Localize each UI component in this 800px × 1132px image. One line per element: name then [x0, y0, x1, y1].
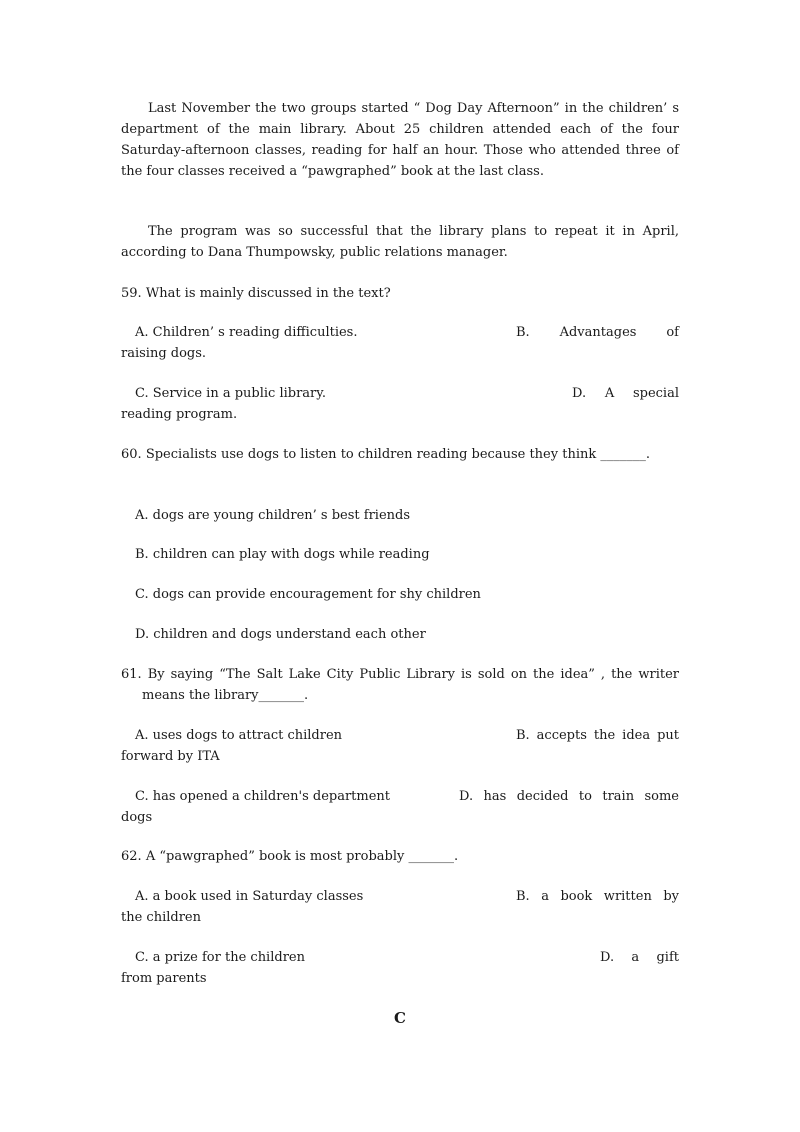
question-stem [121, 664, 679, 706]
option-59-a: A. Children’ s reading difficulties. [135, 325, 358, 340]
question-text: Specialists use dogs to listen to children reading because they think _______. [145, 447, 650, 462]
paragraph-text: The program was so successful that the library plans to repeat it in April, according to Dana Thumpowsky, public relations manager. [121, 224, 679, 260]
option-62-d-wrap [600, 947, 679, 968]
option-60-b-wrap [121, 544, 679, 565]
passage-paragraph-2 [121, 221, 679, 263]
question-stem [121, 444, 679, 465]
option-60-d-wrap [121, 624, 679, 645]
question-number: 62. [121, 849, 142, 864]
question-59 [121, 283, 679, 304]
option-59-d-rest: reading program. [121, 407, 238, 422]
paragraph-text: Last November the two groups started “ Dog Day Afternoon” in the children’ s department of the main library. About 25 children attended each of the four Saturday-afternoon classes, reading for half an hour. Those who attended three of the four classes received a “pawgraphed” book at the last class. [121, 101, 679, 179]
question-text: What is mainly discussed in the text? [145, 286, 391, 301]
option-60-c: C. dogs can provide encouragement for shy children [135, 587, 481, 602]
option-61-d-continuation [121, 807, 679, 828]
option-60-b: B. children can play with dogs while reading [135, 547, 430, 562]
passage-paragraph-1 [121, 98, 679, 182]
option-61-b-wrap [516, 725, 679, 746]
option-59-b: B. Advantages of [516, 325, 679, 340]
question-number: 60. [121, 447, 142, 462]
question-stem [121, 283, 679, 304]
option-59-d-continuation [121, 404, 679, 425]
option-61-d-start: D. has decided to train some [459, 789, 679, 804]
question-text: A “pawgraphed” book is most probably _______. [145, 849, 459, 864]
option-61-d-rest: dogs [121, 810, 153, 825]
option-61-b-start: B. accepts the idea put [516, 728, 679, 743]
option-60-a: A. dogs are young children’ s best friends [135, 508, 411, 523]
option-61-b-rest: forward by ITA [121, 749, 220, 764]
option-59-c: C. Service in a public library. [135, 386, 327, 401]
option-62-d-rest: from parents [121, 971, 207, 986]
option-59-d-start: D. A special [572, 386, 679, 401]
question-60 [121, 444, 679, 465]
section-letter: C [394, 1009, 406, 1027]
option-60-c-wrap [121, 584, 679, 605]
option-61-c: C. has opened a children's department [135, 789, 391, 804]
option-59-b-wrap [516, 322, 679, 343]
option-60-d: D. children and dogs understand each other [135, 627, 426, 642]
option-59-d-wrap [572, 383, 679, 404]
option-62-c-wrap [121, 947, 679, 968]
option-60-a-wrap [121, 505, 679, 526]
question-number: 61. [121, 667, 142, 682]
option-62-b-continuation [121, 907, 679, 928]
question-62 [121, 846, 679, 867]
option-61-b-continuation [121, 746, 679, 767]
option-62-b-wrap [516, 886, 679, 907]
option-62-a: A. a book used in Saturday classes [135, 889, 364, 904]
option-62-c: C. a prize for the children [135, 950, 305, 965]
option-59-b-continuation [121, 343, 679, 364]
section-heading [121, 1008, 679, 1029]
option-61-d-wrap [459, 786, 679, 807]
option-62-d-start: D. a gift [600, 950, 679, 965]
question-61 [121, 664, 679, 706]
option-59-b-rest: raising dogs. [121, 346, 207, 361]
question-stem [121, 846, 679, 867]
question-text: By saying “The Salt Lake City Public Library is sold on the idea” , the writer means the library_______. [142, 667, 679, 703]
option-62-b-rest: the children [121, 910, 201, 925]
option-62-b-start: B. a book written by [516, 889, 679, 904]
option-62-d-continuation [121, 968, 679, 989]
option-61-a: A. uses dogs to attract children [135, 728, 343, 743]
question-number: 59. [121, 286, 142, 301]
